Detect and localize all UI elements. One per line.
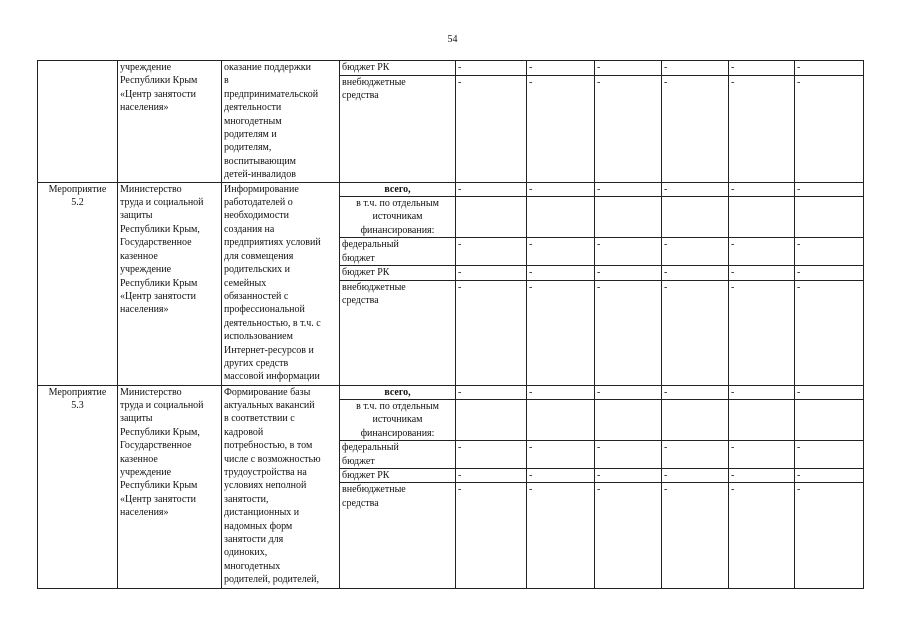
value-cell: - <box>795 468 864 482</box>
value-cell: - <box>729 61 795 76</box>
value-cell: - <box>595 385 662 399</box>
value-cell: - <box>595 182 662 196</box>
value-cell: - <box>595 61 662 76</box>
value-cell: - <box>527 238 595 266</box>
value-cell: - <box>595 266 662 280</box>
source-label: бюджет РК <box>340 468 456 482</box>
value-cell: - <box>662 266 729 280</box>
value-cell: - <box>456 61 527 76</box>
value-cell: - <box>729 266 795 280</box>
value-cell: - <box>795 182 864 196</box>
value-cell: - <box>595 75 662 182</box>
value-cell: - <box>456 468 527 482</box>
value-cell: - <box>595 441 662 469</box>
source-label: внебюджетные средства <box>340 483 456 589</box>
value-cell: - <box>662 468 729 482</box>
executor-cell: учреждение Республики Крым «Центр занятости населения» <box>118 61 222 183</box>
description-cell: оказание поддержки в предпринимательской деятельности многодетным родителям и родителям, воспитывающим детей-инвалидов <box>222 61 340 183</box>
sources-label: в т.ч. по отдельным источникам финансирования: <box>340 399 456 440</box>
value-cell: - <box>456 483 527 589</box>
executor-cell: Министерство труда и социальной защиты Республики Крым, Государственное казенное учреждение Республики Крым «Центр занятости населения» <box>118 182 222 385</box>
measure-code-cell <box>38 61 118 183</box>
value-cell: - <box>662 385 729 399</box>
description-cell: Информирование работодателей о необходимости создания на предприятиях условий для совмещения родительских и семейных обязанностей с профессиональной деятельностью, в т.ч. с использованием Интернет-ресурсов и других средств массовой информации <box>222 182 340 385</box>
measure-code-cell: Мероприятие 5.2 <box>38 182 118 385</box>
source-label: внебюджетные средства <box>340 280 456 385</box>
value-cell: - <box>527 266 595 280</box>
source-label: бюджет РК <box>340 61 456 76</box>
value-cell: - <box>456 75 527 182</box>
page-number: 54 <box>447 34 458 45</box>
source-label: федеральный бюджет <box>340 441 456 469</box>
executor-cell: Министерство труда и социальной защиты Республики Крым, Государственное казенное учреждение Республики Крым «Центр занятости населения» <box>118 385 222 589</box>
value-cell: - <box>456 280 527 385</box>
value-cell: - <box>729 483 795 589</box>
value-cell: - <box>456 182 527 196</box>
value-cell: - <box>729 238 795 266</box>
value-cell: - <box>795 385 864 399</box>
value-cell: - <box>456 266 527 280</box>
funding-table <box>37 60 864 589</box>
value-cell: - <box>729 441 795 469</box>
value-cell: - <box>795 266 864 280</box>
value-cell: - <box>527 483 595 589</box>
value-cell: - <box>729 385 795 399</box>
sources-label: в т.ч. по отдельным источникам финансирования: <box>340 197 456 238</box>
total-label: всего, <box>340 182 456 196</box>
source-label: внебюджетные средства <box>340 75 456 182</box>
total-label: всего, <box>340 385 456 399</box>
value-cell: - <box>456 385 527 399</box>
value-cell: - <box>595 468 662 482</box>
value-cell: - <box>662 238 729 266</box>
value-cell: - <box>662 182 729 196</box>
value-cell: - <box>662 280 729 385</box>
value-cell: - <box>527 441 595 469</box>
source-label: бюджет РК <box>340 266 456 280</box>
source-label: федеральный бюджет <box>340 238 456 266</box>
value-cell: - <box>795 441 864 469</box>
value-cell: - <box>729 182 795 196</box>
table-row <box>38 61 864 76</box>
table-row <box>38 385 864 399</box>
value-cell: - <box>527 182 595 196</box>
value-cell: - <box>456 238 527 266</box>
value-cell: - <box>795 75 864 182</box>
description-cell: Формирование базы актуальных вакансий в соответствии с кадровой потребностью, в том числе с возможностью трудоустройства на условиях неполной занятости, дистанционных и надомных форм занятости для одиноких, многодетных родителей, родителей, <box>222 385 340 589</box>
value-cell: - <box>595 238 662 266</box>
value-cell: - <box>595 483 662 589</box>
value-cell: - <box>795 483 864 589</box>
value-cell: - <box>527 75 595 182</box>
value-cell: - <box>527 468 595 482</box>
value-cell: - <box>662 75 729 182</box>
value-cell: - <box>456 441 527 469</box>
value-cell: - <box>729 75 795 182</box>
table-row <box>38 182 864 196</box>
value-cell: - <box>729 468 795 482</box>
value-cell: - <box>795 280 864 385</box>
value-cell: - <box>662 441 729 469</box>
value-cell: - <box>795 61 864 76</box>
value-cell: - <box>729 280 795 385</box>
measure-code-cell: Мероприятие 5.3 <box>38 385 118 589</box>
value-cell: - <box>527 61 595 76</box>
value-cell: - <box>662 61 729 76</box>
value-cell: - <box>795 238 864 266</box>
value-cell: - <box>662 483 729 589</box>
value-cell: - <box>595 280 662 385</box>
value-cell: - <box>527 385 595 399</box>
value-cell: - <box>527 280 595 385</box>
